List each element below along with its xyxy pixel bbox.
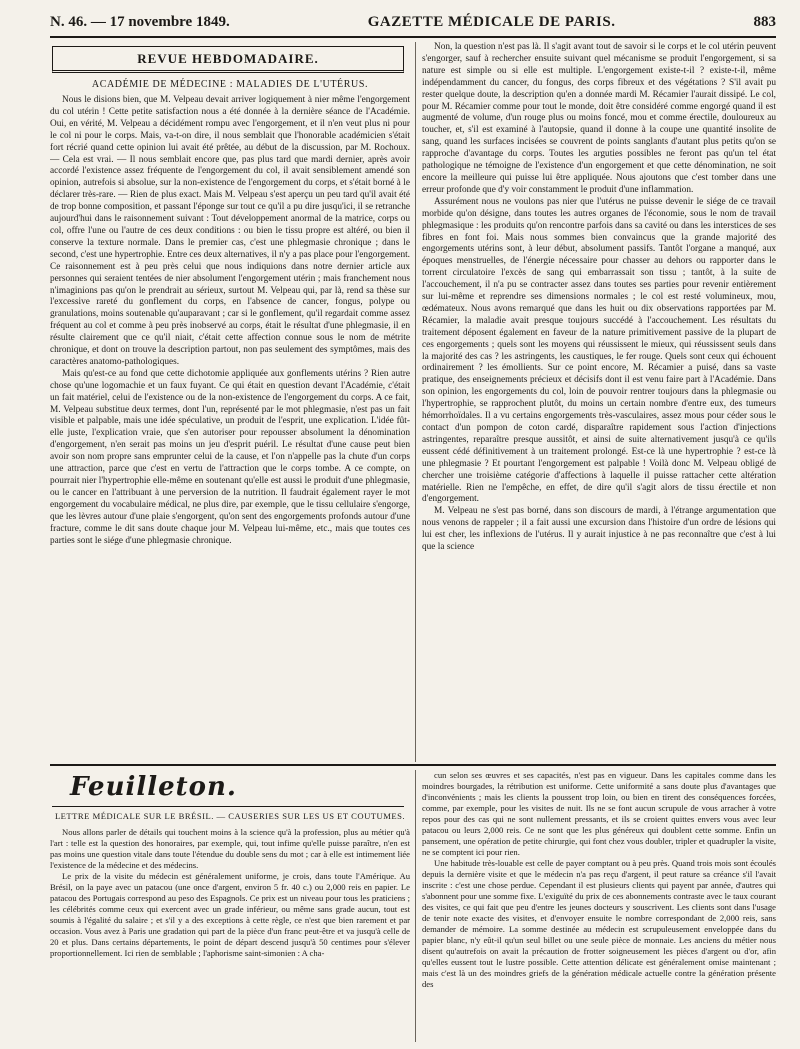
- feuilleton-section: [50, 770, 776, 1042]
- article-paragraph: Mais qu'est-ce au fond que cette dichotomie appliquée aux gonflements utérins ? Rien autre chose qu'une logomachie et un faux fuyant. Ce qui était en question devant l'Académie, c'était un fait matériel, celui de l'existence ou de la non-existence de l'engorgement du corps. A ce fait, M. Velpeau substitue deux termes, dont l'un, représenté par le mot phlegmasie, n'est pas un fait visible et palpable, mais une idée spéculative, un produit de l'esprit, une explication. L'idée fût-elle juste, l'explication vraie, que s'en autoriser pour repousser absolument la dénomination d'engorgement, n'en serait pas moins un jeu d'esprit puéril. Le résultat d'une cause peut bien avoir son nom propre sans emprunter celui de la cause, et l'on n'appelle pas la chute d'un corps une attraction, parce que c'est en vertu de l'attraction que le corps tombe. A ce compte, on pourrait nier l'hypertrophie elle-même en soutenant qu'elle est aussi le produit d'une phlegmasie, ou le cancer en l'attribuant à une perversion de la nutrition. Il faudrait également rayer le mot engorgement du vocabulaire médical, ne plus dire, par exemple, que le tissu cellulaire s'engorge, que les lèvres autour d'une plaie s'engorgent, qu'on sent des engorgements profonds autour d'une fracture, comme le dit sans doute chaque jour M. Velpeau lui-même, etc., mais que toutes ces parties sont le siége d'une phlegmasie chronique.: [50, 368, 410, 546]
- page-number: 883: [753, 14, 776, 30]
- article-paragraph: M. Velpeau ne s'est pas borné, dans son discours de mardi, à l'étrange argumentation que nous venons de rappeler ; il a fait aussi une excursion dans l'histoire d'un ordre de lésions qui lui est cher, les inflexions de l'utérus. Il y aurait injustice à ne pas reconnaître que c'est à lui que la science: [422, 506, 776, 553]
- article-paragraph: Assurément nous ne voulons pas nier que l'utérus ne puisse devenir le siége de ce travail morbide qu'on désigne, dans toutes les autres organes de l'économie, sous le nom de travail phlegmasique : les produits qu'on rencontre parfois dans sa cavité ou dans les interstices de ses fibres en font foi. Mais nous sommes bien convaincus que la grande majorité des engorgements utérins sont, à leur début, absolument passifs. Tantôt l'organe a manqué, aux époques menstruelles, de l'énergie nécessaire pour chasser au dehors ou rapporter dans le torrent circulatoire l'excès de sang qui embarrassait son tissu ; tantôt, à la suite de l'accouchement, il n'a pu se contracter assez dans toutes ses parties pour revenir entièrement sur lui-même et reprendre ses dimensions normales ; le col est resté volumineux, mou, œdémateux. Nous avons remarqué que dans les huit ou dix observations rapportées par M. Récamier, la maladie avait presque toujours succédé à l'accouchement. Les résultats du traitement déposent également en faveur de la nature primitivement passive de la plupart de ces engorgements ; quels sont les moyens qui réussissent le mieux, qui réussissent seuls dans la majorité des cas ? les astringents, les caustiques, le fer rouge. Quels sont ceux qui échouent ordinairement ? les émollients. Sur ce point encore, M. Récamier a puisé, dans sa vaste pratique, des enseignements précieux et décisifs dont il est venu faire part à l'Académie. Dans son opinion, les engorgements du col, loin de pouvoir rentrer toujours dans la phlegmasie ou l'hypertrophie, se rapprochent plutôt, du moins un certain nombre d'entre eux, des tumeurs hémorrhoïdales. Il a vu certains engorgements très-vasculaires, assez mous pour céder sous le contact d'un pompon de coton cardé, disparaître rapidement sous l'action d'injections astringentes, reparaître presque aussitôt, et ainsi de suite alternativement jusqu'à ce qu'ils eussent cédé définitivement à un traitement prolongé. Est-ce là une hypertrophie ? est-ce là une phlegmasie ? Et pourtant l'engorgement est palpable ! Voilà donc M. Velpeau obligé de chercher une troisième catégorie d'affections à laquelle il puisse rattacher cette altération matérielle. Rien ne l'empêche, en effet, de dire qu'il s'agit alors de tissu érectile et non d'engorgement.: [422, 196, 776, 505]
- feuilleton-paragraph: Le prix de la visite du médecin est généralement uniforme, je crois, dans toute l'Amérique. Au Brésil, on la paye avec un patacou (une once d'argent, environ 5 fr. 40 c.) ou 2,000 reis en papier. Le patacou des Portugais correspond au peso des Espagnols. Ce prix est un niveau pour tous les praticiens ; les célébrités comme ceux qui exercent avec un grade inférieur, ou même sans grade aucun, tout est soumis à l'égalité du salaire ; et s'il y a des exceptions à cette règle, ce n'est que bien rarement et par occasion. Vous avez à Paris une gradation qui part de la pièce d'un franc peut-être et va jusqu'à celle de 20 et plus. Dans certains départements, le point de départ descend jusqu'à 50 centimes pour s'élever proportionnellement. Ici rien de semblable ; l'aphorisme saint-simonien : A cha-: [50, 871, 410, 958]
- feuilleton-rule: [52, 806, 404, 807]
- revue-right-column: [422, 42, 776, 762]
- column-rule: [415, 770, 416, 1042]
- journal-title: GAZETTE MÉDICALE DE PARIS.: [367, 14, 616, 30]
- feuilleton-left-column: [50, 770, 410, 1042]
- revue-subhead: ACADÉMIE DE MÉDECINE : MALADIES DE L'UTÉRUS.: [91, 79, 369, 90]
- revue-rubric-box: [52, 46, 404, 73]
- issue-date: N. 46. — 17 novembre 1849.: [50, 14, 230, 30]
- revue-left-column: [50, 42, 410, 762]
- feuilleton-paragraph: Nous allons parler de détails qui touchent moins à la science qu'à la profession, plus au métier qu'à l'art : telle est la question des honoraires, par exemple, qui, tout infime qu'elle puisse paraître, n'en est pas moins une question vitale dans toute l'étendue du double sens du mot ; car à elle est intimement liée l'existence de la médecine et des médecins.: [50, 827, 410, 870]
- article-paragraph: Non, la question n'est pas là. Il s'agit avant tout de savoir si le corps et le col utérin peuvent s'engorger, sauf à rechercher ensuite suivant quel mécanisme se produit l'engorgement, si sa nature est simple ou si elle est multiple. L'engorgement existe-t-il ? existe-t-il, même indépendamment du cancer, du fongus, des corps fibreux et des végétations ? S'il avait pu rester quelque doute, la description qu'en a donnée mardi M. Récamier l'aurait dissipé. Le col, pour M. Récamier comme pour tout le monde, doit être considéré comme engorgé quand il est augmenté de volume, d'un rouge plus ou moins foncé, mou et comme érectile, douloureux au toucher, et, s'il est examiné à l'autopsie, quand il donne à la coupe une quantité insolite de sang, quand les surfaces incisées se couvrent de points sanglants d'autant plus petits qu'on se rapproche d'avantage du corps. Toutes les arguties possibles ne feront pas qu'un tel état pathologique ne témoigne de l'existence d'un engorgement et que cette dénomination, ne soit encore la meilleure qui puisse lui être appliquée. Nous ajoutons que c'est tomber dans une erreur profonde que d'y voir constamment le produit d'une inflammation.: [422, 42, 776, 195]
- feuilleton-subhead: LETTRE MÉDICALE SUR LE BRÉSIL. — CAUSERIES SUR LES US ET COUTUMES.: [54, 811, 406, 821]
- newspaper-page: [50, 14, 776, 1042]
- article-paragraph: Nous le disions bien, que M. Velpeau devait arriver logiquement à nier même l'engorgement du col utérin ! Cette petite satisfaction nous a été donnée à la dernière séance de l'Académie. Oui, en vérité, M. Velpeau a décidément rompu avec l'engorgement, et il n'en veut plus ni pour le col ni pour le corps. Mais, va-t-on dire, il nous semblait que l'honorable académicien s'était fort récrié quand cette opinion lui avait été prêtée, au début de la discussion, par M. Rochoux. — Cela est vrai. — Il nous semblait encore que, pas plus tard que mardi dernier, après avoir accordé l'existence assez fréquente de l'engorgement du col, il avait sensiblement amendé son opinion, autrefois si absolue, sur la non-existence de l'engorgement du corps, et s'était borné à le déclarer très-rare. — Rien de plus exact. Mais M. Velpeau s'est aperçu un peu tard qu'il avait été de trop bonne composition, et passant l'éponge sur tout ce qu'il a pu dire jusqu'ici, il se retranche aujourd'hui dans le raisonnement suivant : Tout développement anormal de la matrice, corps ou col, offre l'une ou l'autre de ces deux conditions : ou bien le tissu propre est altéré, ou bien il conserve la texture normale. Dans le premier cas, c'est une phlegmasie chronique ; dans le second, c'est une hypertrophie. Entre ces deux alternatives, il n'y a pas place pour l'engorgement. Ce raisonnement est à peu près celui que nous indiquions dans notre dernier article aux personnes qui seraient tentées de nier absolument l'engorgement utérin ; mais franchement nous n'imaginions pas qu'on le prendrait au sérieux, surtout M. Velpeau qui, par là, rend sa thèse sur l'excessive rareté du gonflement du corps, en l'absence de cancer, fongus, polype ou granulations, moins soutenable qu'auparavant ; car si le gonflement, qu'il regardait comme assez fréquent au col et comme à peu près inobservé au corps, était le résultat d'une phlegmasie, il en résulte clairement que ce qu'il niait, c'était cette affection connue sous le nom de métrite chronique, et dont on trouve la description partout, non pas seulement des symptômes, mais des caractères anatomo-pathologiques.: [50, 95, 410, 367]
- feuilleton-paragraph: cun selon ses œuvres et ses capacités, n'est pas en vigueur. Dans les capitales comme dans les moindres bourgades, la rétribution est uniforme. Cette uniformité a sans doute plus d'avantages que d'inconvénients ; mais les clients la poussent trop loin, ou bien en tirent des conséquences forcées, comme, par exemple, pour les visites de nuit. Ils ne se font aucun scrupule de vous arracher à votre repos pour des cas qui ne sont nullement pressants, et ils se croient quittes envers vous avec leur patacou ou leurs 2,000 reis. Ce ne sont que les plus généreux qui doublent cette somme. Enfin un pansement, une opération de petite chirurgie, qui font chez vous doubler, tripler et quadrupler la visite, ne se comptent ici pour rien.: [422, 770, 776, 857]
- column-rule: [415, 42, 416, 762]
- revue-section: [50, 42, 776, 762]
- revue-rubric: REVUE HEBDOMADAIRE.: [137, 51, 319, 66]
- feuilleton-divider: [50, 764, 776, 766]
- feuilleton-paragraph: Une habitude très-louable est celle de payer comptant ou à peu près. Quand trois mois sont écoulés depuis la dernière visite et que le médecin n'a pas reçu d'argent, il peut rature sa créance s'il l'avait inscrite : c'est une chose perdue. Cependant il est plusieurs clients qui payent par année, d'autres qui s'abonnent pour une somme fixe. L'exiguïté du prix de ces abonnements contraste avec le taux courant des visites, ce qui fait que peu d'entre les jeunes docteurs y souscrivent. Les clients sont dans l'usage de tenir note exacte des visites, et d'envoyer ensuite le nombre correspondant de 2,000 reis, sans demander de mémoire. La somme destinée au médecin est scrupuleusement enveloppée dans du papier blanc, n'y eût-il qu'un seul billet ou une seule pièce de monnaie. Les anciens du métier nous disent qu'autrefois on avait la précaution de frotter soigneusement les pièces d'argent ou d'or, afin qu'elles eussent tout le lustre possible. Cette attention délicate est généralement omise maintenant ; mais c'est là un des moindres griefs de la génération médicale actuelle contre la génération présente des: [422, 858, 776, 989]
- feuilleton-title: Feuilleton.: [70, 772, 237, 802]
- masthead: [50, 14, 776, 38]
- feuilleton-right-column: [422, 770, 776, 1042]
